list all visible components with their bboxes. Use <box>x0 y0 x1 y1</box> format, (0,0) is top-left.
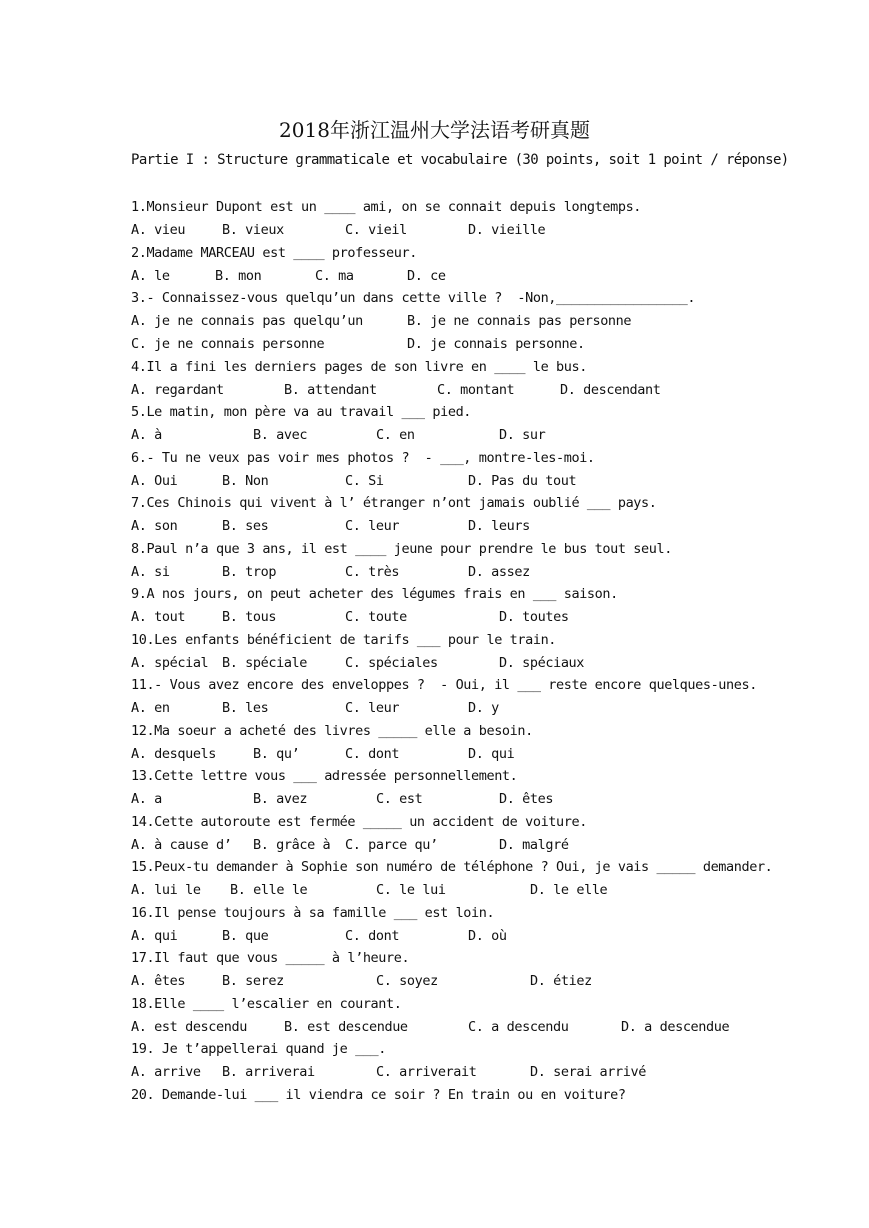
question-1-option-a: A. vieu <box>131 222 186 238</box>
question-8-option-d: D. assez <box>468 564 530 580</box>
question-4-option-b: B. attendant <box>284 382 377 398</box>
question-18: 18.Elle ____ l’escalier en courant. <box>131 996 402 1012</box>
question-11-option-c: C. leur <box>345 700 400 716</box>
question-15-option-d: D. le elle <box>530 882 608 898</box>
question-14-option-d: D. malgré <box>499 837 569 853</box>
question-16-option-a: A. qui <box>131 928 178 944</box>
question-18-option-d: D. a descendue <box>621 1019 730 1035</box>
question-2-option-b: B. mon <box>215 268 262 284</box>
question-11-option-d: D. y <box>468 700 499 716</box>
question-3-option-c: C. je ne connais personne <box>131 336 325 352</box>
question-3: 3.- Connaissez-vous quelqu’un dans cette ville ? -Non,_________________. <box>131 290 696 306</box>
question-10-option-b: B. spéciale <box>222 655 308 671</box>
question-10: 10.Les enfants bénéficient de tarifs ___ pour le train. <box>131 632 557 648</box>
question-19-option-b: B. arriverai <box>222 1064 315 1080</box>
question-1-option-c: C. vieil <box>345 222 407 238</box>
question-13-option-b: B. avez <box>253 791 308 807</box>
question-7-option-c: C. leur <box>345 518 400 534</box>
question-5-option-d: D. sur <box>499 427 546 443</box>
question-13: 13.Cette lettre vous ___ adressée personnellement. <box>131 768 518 784</box>
question-19-option-a: A. arrive <box>131 1064 201 1080</box>
question-5-option-a: A. à <box>131 427 162 443</box>
question-9: 9.A nos jours, on peut acheter des légumes frais en ___ saison. <box>131 586 618 602</box>
question-13-option-a: A. a <box>131 791 162 807</box>
question-16-option-b: B. que <box>222 928 269 944</box>
question-8-option-b: B. trop <box>222 564 277 580</box>
question-3-option-b: B. je ne connais pas personne <box>407 313 632 329</box>
question-4-option-a: A. regardant <box>131 382 224 398</box>
question-7-option-a: A. son <box>131 518 178 534</box>
question-18-option-c: C. a descendu <box>468 1019 569 1035</box>
question-17-option-b: B. serez <box>222 973 284 989</box>
question-18-option-a: A. est descendu <box>131 1019 247 1035</box>
question-6: 6.- Tu ne veux pas voir mes photos ? - ___, montre-les-moi. <box>131 450 595 466</box>
question-4-option-d: D. descendant <box>560 382 661 398</box>
question-16-option-d: D. où <box>468 928 507 944</box>
question-4: 4.Il a fini les derniers pages de son livre en ____ le bus. <box>131 359 587 375</box>
question-11-option-b: B. les <box>222 700 269 716</box>
question-6-option-d: D. Pas du tout <box>468 473 577 489</box>
question-2: 2.Madame MARCEAU est ____ professeur. <box>131 245 417 261</box>
question-2-option-c: C. ma <box>315 268 354 284</box>
section-heading: Partie I : Structure grammaticale et vocabulaire (30 points, soit 1 point / réponse) <box>131 152 789 168</box>
question-1-option-d: D. vieille <box>468 222 546 238</box>
question-8: 8.Paul n’a que 3 ans, il est ____ jeune pour prendre le bus tout seul. <box>131 541 672 557</box>
page-title: 2018年浙江温州大学法语考研真题 <box>279 118 590 142</box>
question-6-option-c: C. Si <box>345 473 384 489</box>
question-7: 7.Ces Chinois qui vivent à l’ étranger n’ont jamais oublié ___ pays. <box>131 495 657 511</box>
question-9-option-a: A. tout <box>131 609 186 625</box>
question-15-option-a: A. lui le <box>131 882 201 898</box>
question-5-option-b: B. avec <box>253 427 308 443</box>
question-10-option-d: D. spéciaux <box>499 655 585 671</box>
question-17-option-a: A. êtes <box>131 973 186 989</box>
question-19-option-d: D. serai arrivé <box>530 1064 646 1080</box>
question-3-option-d: D. je connais personne. <box>407 336 585 352</box>
question-11: 11.- Vous avez encore des enveloppes ? - Oui, il ___ reste encore quelques-unes. <box>131 677 757 693</box>
question-2-option-a: A. le <box>131 268 170 284</box>
question-12: 12.Ma soeur a acheté des livres _____ elle a besoin. <box>131 723 533 739</box>
question-10-option-c: C. spéciales <box>345 655 438 671</box>
question-17: 17.Il faut que vous _____ à l’heure. <box>131 950 410 966</box>
question-14-option-c: C. parce qu’ <box>345 837 438 853</box>
question-6-option-a: A. Oui <box>131 473 178 489</box>
question-16-option-c: C. dont <box>345 928 400 944</box>
question-12-option-c: C. dont <box>345 746 400 762</box>
question-7-option-d: D. leurs <box>468 518 530 534</box>
question-1-option-b: B. vieux <box>222 222 284 238</box>
question-15: 15.Peux-tu demander à Sophie son numéro de téléphone ? Oui, je vais _____ demander. <box>131 859 773 875</box>
question-12-option-d: D. qui <box>468 746 515 762</box>
question-7-option-b: B. ses <box>222 518 269 534</box>
question-14-option-a: A. à cause d’ <box>131 837 232 853</box>
question-18-option-b: B. est descendue <box>284 1019 408 1035</box>
question-3-option-a: A. je ne connais pas quelqu’un <box>131 313 363 329</box>
question-13-option-d: D. êtes <box>499 791 554 807</box>
question-14-option-b: B. grâce à <box>253 837 331 853</box>
question-12-option-b: B. qu’ <box>253 746 300 762</box>
question-17-option-c: C. soyez <box>376 973 438 989</box>
question-2-option-d: D. ce <box>407 268 446 284</box>
question-19: 19. Je t’appellerai quand je ___. <box>131 1041 387 1057</box>
question-10-option-a: A. spécial <box>131 655 209 671</box>
question-5: 5.Le matin, mon père va au travail ___ pied. <box>131 404 472 420</box>
question-20: 20. Demande-lui ___ il viendra ce soir ? En train ou en voiture? <box>131 1087 626 1103</box>
question-1: 1.Monsieur Dupont est un ____ ami, on se connait depuis longtemps. <box>131 199 642 215</box>
question-17-option-d: D. étiez <box>530 973 592 989</box>
question-19-option-c: C. arriverait <box>376 1064 477 1080</box>
question-6-option-b: B. Non <box>222 473 269 489</box>
question-13-option-c: C. est <box>376 791 423 807</box>
question-11-option-a: A. en <box>131 700 170 716</box>
question-9-option-b: B. tous <box>222 609 277 625</box>
question-8-option-c: C. très <box>345 564 400 580</box>
question-15-option-c: C. le lui <box>376 882 446 898</box>
question-9-option-d: D. toutes <box>499 609 569 625</box>
question-15-option-b: B. elle le <box>230 882 308 898</box>
question-14: 14.Cette autoroute est fermée _____ un accident de voiture. <box>131 814 587 830</box>
question-8-option-a: A. si <box>131 564 170 580</box>
question-9-option-c: C. toute <box>345 609 407 625</box>
question-12-option-a: A. desquels <box>131 746 217 762</box>
question-4-option-c: C. montant <box>437 382 515 398</box>
question-5-option-c: C. en <box>376 427 415 443</box>
question-16: 16.Il pense toujours à sa famille ___ est loin. <box>131 905 495 921</box>
